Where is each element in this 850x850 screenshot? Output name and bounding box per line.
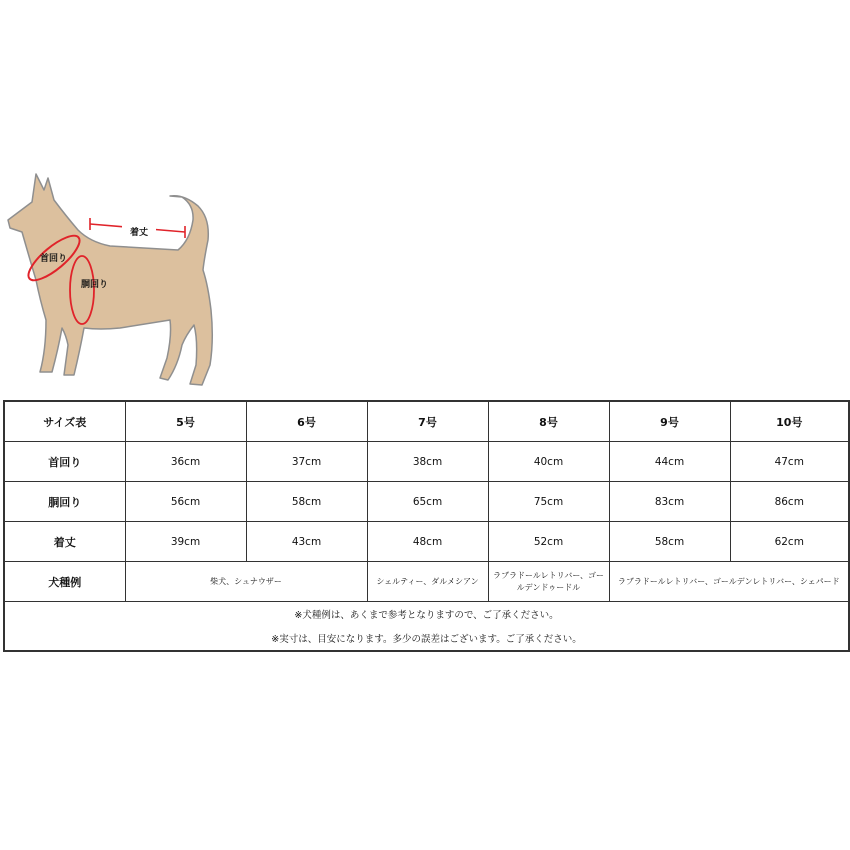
table-cell: 38cm: [367, 442, 488, 482]
size-header: 8号: [488, 401, 609, 442]
breed-row: [4, 562, 849, 602]
table-cell: 58cm: [246, 482, 367, 522]
breed-cell: 柴犬、シュナウザー: [125, 562, 367, 602]
label-chest: 胴回り: [81, 280, 109, 290]
size-header: 7号: [367, 401, 488, 442]
breed-cell: ラブラドールレトリバー、ゴールデンドゥードル: [488, 562, 609, 602]
table-cell: 47cm: [730, 442, 849, 482]
table-cell: 40cm: [488, 442, 609, 482]
dog-measurement-figure: [0, 160, 230, 390]
note-row: [4, 602, 849, 627]
table-cell: 56cm: [125, 482, 246, 522]
table-cell: 83cm: [609, 482, 730, 522]
table-cell: 43cm: [246, 522, 367, 562]
table-corner-label: サイズ表: [4, 401, 125, 442]
table-cell: 44cm: [609, 442, 730, 482]
table-cell: 52cm: [488, 522, 609, 562]
size-header: 9号: [609, 401, 730, 442]
table-cell: 58cm: [609, 522, 730, 562]
table-cell: 65cm: [367, 482, 488, 522]
label-neck: 首回り: [40, 254, 68, 264]
row-label-breed: 犬種例: [4, 562, 125, 602]
chest-row: [4, 482, 849, 522]
neck-row: [4, 442, 849, 482]
table-cell: 62cm: [730, 522, 849, 562]
label-length: 着丈: [130, 228, 149, 238]
row-label-length: 着丈: [4, 522, 125, 562]
table-cell: 86cm: [730, 482, 849, 522]
length-row: [4, 522, 849, 562]
size-table: [3, 400, 850, 652]
size-header: 5号: [125, 401, 246, 442]
table-cell: 36cm: [125, 442, 246, 482]
note-row: [4, 626, 849, 651]
row-label-neck: 首回り: [4, 442, 125, 482]
size-header-row: [4, 401, 849, 442]
breed-cell: ラブラドールレトリバー、ゴールデンレトリバー、シェパード: [609, 562, 849, 602]
table-cell: 39cm: [125, 522, 246, 562]
row-label-chest: 胴回り: [4, 482, 125, 522]
table-cell: 37cm: [246, 442, 367, 482]
note-breed-reference: ※犬種例は、あくまで参考となりますので、ご了承ください。: [4, 602, 849, 627]
table-cell: 48cm: [367, 522, 488, 562]
table-cell: 75cm: [488, 482, 609, 522]
size-header: 6号: [246, 401, 367, 442]
breed-cell: シェルティー、ダルメシアン: [367, 562, 488, 602]
size-header: 10号: [730, 401, 849, 442]
note-measurement-tolerance: ※実寸は、目安になります。多少の誤差はございます。ご了承ください。: [271, 634, 582, 645]
